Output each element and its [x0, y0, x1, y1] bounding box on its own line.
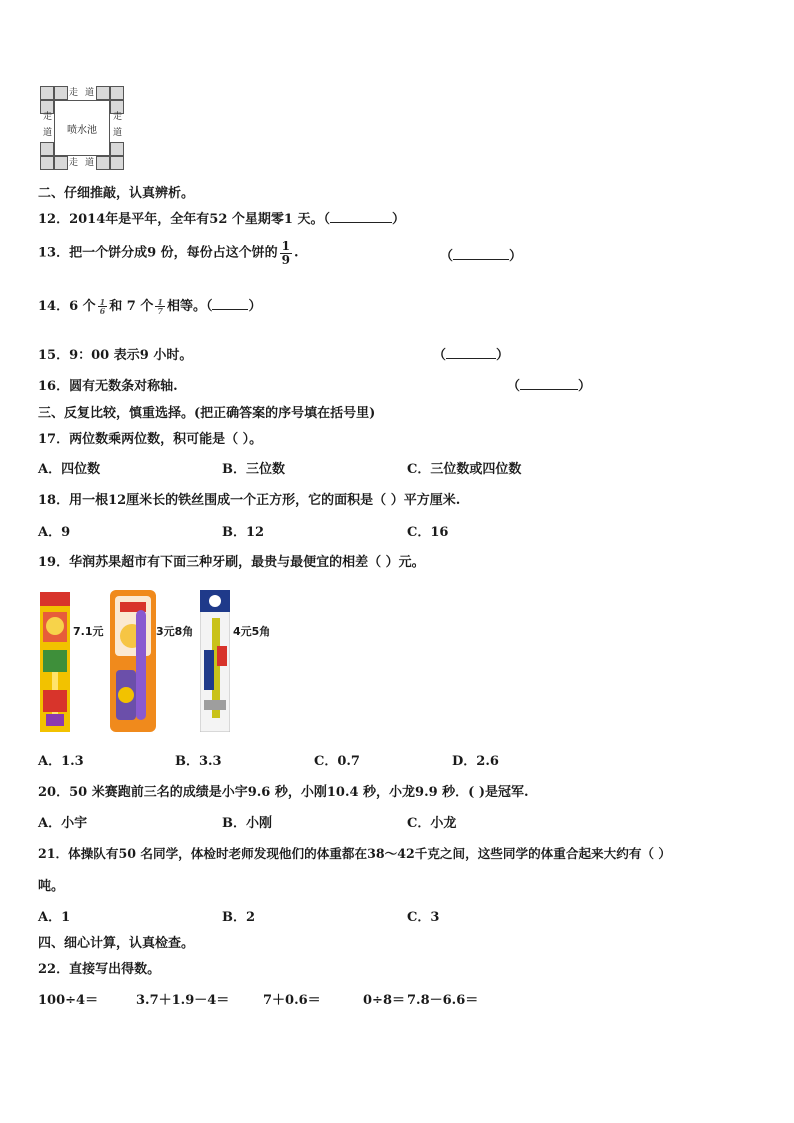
- toothbrush-2-image: [110, 590, 156, 732]
- question-17: 17．两位数乘两位数，积可能是（ ）。: [38, 432, 263, 447]
- question-19: 19．华润苏果超市有下面三种牙刷，最贵与最便宜的相差（ ）元。: [38, 555, 425, 570]
- option-18-c[interactable]: C．16: [407, 525, 449, 540]
- bracket: （: [507, 379, 521, 394]
- pool-label: 喷水池: [67, 124, 97, 136]
- path-cell: [110, 86, 124, 100]
- fountain-diagram: [40, 86, 124, 170]
- answer-bracket-13: [440, 245, 522, 264]
- road-label: 走: [113, 112, 123, 122]
- section-heading: 三、反复比较，慎重选择。(把正确答案的序号填在括号里): [38, 406, 376, 421]
- path-cell: [40, 156, 54, 170]
- price-label-3: 4元5角: [233, 625, 271, 638]
- bracket: ）: [509, 249, 523, 264]
- fraction-numerator: 1: [281, 239, 291, 253]
- question-14: [38, 295, 261, 315]
- option-20-c[interactable]: C．小龙: [407, 816, 457, 831]
- bracket: ）: [248, 299, 262, 314]
- question-18: 18．用一根12厘米长的铁丝围成一个正方形，它的面积是（ ）平方厘米.: [38, 493, 461, 508]
- pool: [54, 100, 110, 156]
- road-label: 走: [43, 112, 53, 122]
- fraction: [98, 298, 108, 316]
- question-text: 13．把一个饼分成9 份，每份占这个饼的: [38, 245, 278, 261]
- bracket: （: [440, 249, 454, 264]
- road-label: 道: [43, 128, 53, 138]
- path-cell: [110, 142, 124, 156]
- fraction: [280, 240, 292, 266]
- section-heading: 二、仔细推敲，认真辨析。: [38, 186, 195, 201]
- calc-item: 3.7＋1.9－4＝: [136, 993, 230, 1008]
- option-18-a[interactable]: A．9: [38, 525, 71, 540]
- path-cell: [40, 142, 54, 156]
- path-cell: [40, 86, 54, 100]
- question-text: 14．6 个: [38, 299, 96, 314]
- question-13: [38, 240, 299, 266]
- option-20-b[interactable]: B．小刚: [222, 816, 272, 831]
- fraction-numerator: 1: [99, 296, 106, 307]
- option-19-d[interactable]: D．2.6: [452, 754, 499, 769]
- question-text: 相等。（: [166, 299, 213, 314]
- answer-blank[interactable]: [212, 309, 248, 310]
- option-20-a[interactable]: A．小宇: [38, 816, 88, 831]
- question-20: 20．50 米赛跑前三名的成绩是小宇9.6 秒，小刚10.4 秒，小龙9.9 秒．( )是冠军.: [38, 785, 529, 800]
- fraction-denominator: 6: [99, 306, 106, 316]
- option-19-c[interactable]: C．0.7: [314, 754, 360, 769]
- question-12: [38, 208, 405, 227]
- path-cell: [110, 156, 124, 170]
- fraction-numerator: 1: [157, 296, 163, 307]
- question-21-line-1: 21．体操队有50 名同学，体检时老师发现他们的体重都在38～42千克之间，这些同学的体重合起来大约有（ ）: [38, 846, 671, 861]
- fraction: [155, 298, 165, 316]
- question-22: 22．直接写出得数。: [38, 962, 161, 977]
- calc-item: 100÷4＝: [38, 993, 99, 1008]
- toothbrush-1-image: [40, 592, 70, 732]
- road-label: 道: [85, 88, 95, 98]
- answer-bracket-15: [433, 344, 509, 363]
- option-21-a[interactable]: A．1: [38, 910, 71, 925]
- fraction-denominator: 7: [157, 306, 163, 316]
- option-17-b[interactable]: B．三位数: [222, 462, 285, 477]
- question-text: 12．2014年是平年，全年有52 个星期零1 天。（: [38, 212, 330, 227]
- question-15: 15．9：00 表示9 小时。: [38, 348, 193, 363]
- price-label-2: 3元8角: [156, 625, 194, 638]
- answer-blank[interactable]: [520, 389, 578, 390]
- toothbrush-3-image: [200, 590, 230, 732]
- fraction-denominator: 9: [281, 252, 291, 267]
- answer-blank[interactable]: [330, 222, 392, 223]
- answer-blank[interactable]: [453, 259, 509, 260]
- question-21-line-2: 吨。: [38, 879, 65, 894]
- option-19-a[interactable]: A．1.3: [38, 754, 84, 769]
- question-text: .: [294, 245, 299, 261]
- option-17-a[interactable]: A．四位数: [38, 462, 101, 477]
- calc-item: 0÷8＝: [363, 993, 405, 1008]
- option-21-c[interactable]: C．3: [407, 910, 440, 925]
- calc-item: 7＋0.6＝: [263, 993, 321, 1008]
- option-17-c[interactable]: C．三位数或四位数: [407, 462, 522, 477]
- answer-bracket-16: [507, 375, 591, 394]
- bracket: ）: [578, 379, 592, 394]
- calc-item: 7.8－6.6＝: [407, 993, 479, 1008]
- answer-blank[interactable]: [446, 358, 496, 359]
- path-cell: [96, 156, 110, 170]
- road-label: 道: [85, 158, 95, 168]
- road-label: 走: [69, 88, 79, 98]
- question-text: 和 7 个: [109, 299, 154, 314]
- option-21-b[interactable]: B．2: [222, 910, 256, 925]
- bracket: ）: [391, 212, 405, 227]
- road-label: 走: [69, 158, 79, 168]
- option-18-b[interactable]: B．12: [222, 525, 265, 540]
- question-16: 16．圆有无数条对称轴.: [38, 379, 178, 394]
- price-label-1: 7.1元: [73, 625, 104, 638]
- section-heading: 四、细心计算，认真检查。: [38, 936, 195, 951]
- path-cell: [54, 86, 68, 100]
- bracket: ）: [496, 348, 510, 363]
- bracket: （: [433, 348, 447, 363]
- option-19-b[interactable]: B．3.3: [175, 754, 222, 769]
- road-label: 道: [113, 128, 123, 138]
- path-cell: [54, 156, 68, 170]
- path-cell: [96, 86, 110, 100]
